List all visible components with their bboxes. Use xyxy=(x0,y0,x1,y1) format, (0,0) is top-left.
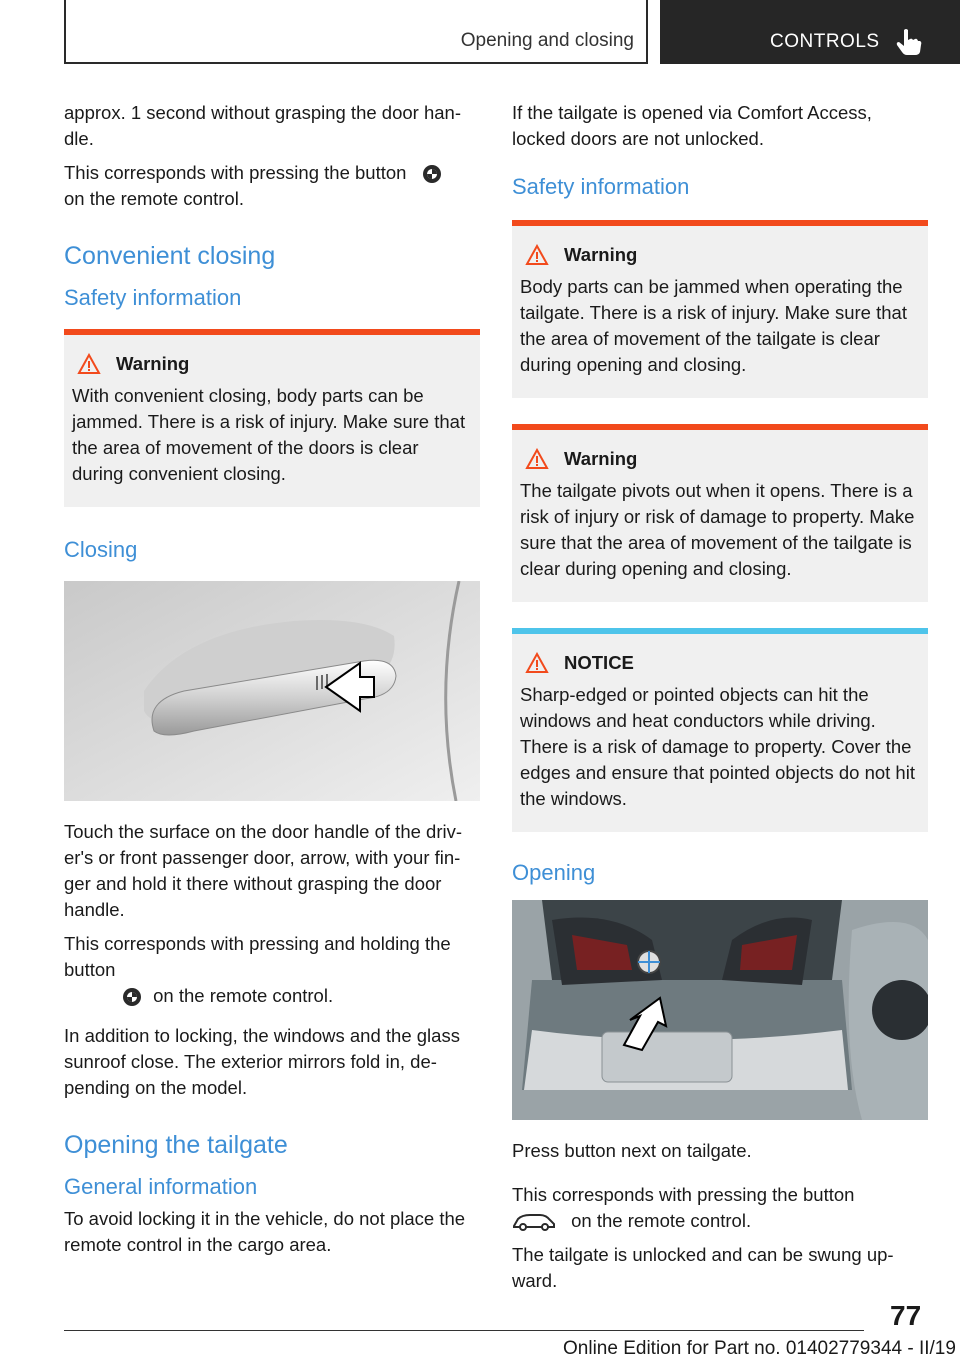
header-chapter-title: CONTROLS xyxy=(770,31,880,52)
paragraph: Press button next on tailgate. xyxy=(512,1140,752,1161)
warning-box xyxy=(512,220,928,398)
warning-triangle-icon xyxy=(522,448,552,470)
footer-edition: Online Edition for Part no. 01402779344 - II/19 xyxy=(563,1338,956,1359)
header-section-title: Opening and closing xyxy=(460,30,634,51)
warning-triangle-icon xyxy=(522,244,552,266)
lock-button-icon xyxy=(122,987,142,1007)
paragraph-remote: This corresponds with pressing the button on the remote control. xyxy=(64,160,480,212)
heading-opening-tailgate: Opening the tailgate xyxy=(64,1131,288,1159)
right-column xyxy=(512,100,928,1302)
lock-button-icon xyxy=(422,164,442,184)
warning-title: Warning xyxy=(116,353,190,374)
heading-convenient-closing: Convenient closing xyxy=(64,242,276,270)
warning-text: Body parts can be jammed when operating the tailgate. There is a risk of injury. Make sure that the area of movement of the tailgate is clear during opening and closing. xyxy=(520,276,907,375)
paragraph: If the tailgate is opened via Comfort Access, locked doors are not unlocked. xyxy=(512,102,872,149)
paragraph-remote: This corresponds with pressing the button on the remote control. xyxy=(512,1184,855,1231)
heading-closing: Closing xyxy=(64,537,138,562)
warning-triangle-icon xyxy=(522,652,552,674)
notice-title: NOTICE xyxy=(564,652,634,673)
warning-title: Warning xyxy=(564,244,638,265)
notice-box xyxy=(512,628,928,832)
warning-box xyxy=(64,329,480,507)
paragraph: In addition to locking, the windows and the glass sunroof close. The exterior mirrors fold in, de‐pending on the model. xyxy=(64,1025,460,1098)
footer-divider xyxy=(64,1330,864,1331)
left-column xyxy=(64,100,480,1266)
notice-text: Sharp-edged or pointed objects can hit the windows and heat conductors while driving. There is a risk of damage to property. Cover the edges and ensure that pointed objects do not hit the windows. xyxy=(520,684,915,809)
warning-text: With convenient closing, body parts can be jammed. There is a risk of injury. Make sure that the area of movement of the doors is clear during convenient closing. xyxy=(72,385,466,484)
heading-safety-information: Safety information xyxy=(64,285,242,310)
door-handle-image xyxy=(64,581,480,801)
warning-text: The tailgate pivots out when it opens. There is a risk of injury or risk of damage to property. Make sure that the area of movement of the tailgate is clear during opening and closing. xyxy=(520,480,915,579)
header-section-box xyxy=(64,0,648,64)
heading-general-information: General information xyxy=(64,1174,258,1199)
warning-triangle-icon xyxy=(74,353,104,375)
warning-title: Warning xyxy=(564,448,638,469)
page-number: 77 xyxy=(890,1300,922,1331)
heading-opening: Opening xyxy=(512,860,596,885)
paragraph-remote: This corresponds with pressing and holding the button on the remote control. xyxy=(64,933,451,1006)
paragraph: approx. 1 second without grasping the door han‐dle. xyxy=(64,102,461,149)
tailgate-image xyxy=(512,900,928,1120)
paragraph: To avoid locking it in the vehicle, do not place the remote control in the cargo area. xyxy=(64,1208,466,1255)
hand-pointer-icon xyxy=(896,28,922,56)
paragraph: Touch the surface on the door handle of the driv‐er's or front passenger door, arrow, with your fin‐ger and hold it there without grasping the door handle. xyxy=(64,821,463,920)
heading-safety-information: Safety information xyxy=(512,174,690,199)
warning-box xyxy=(512,424,928,602)
paragraph: The tailgate is unlocked and can be swung up‐ward. xyxy=(512,1244,894,1291)
car-tailgate-icon xyxy=(512,1212,556,1232)
